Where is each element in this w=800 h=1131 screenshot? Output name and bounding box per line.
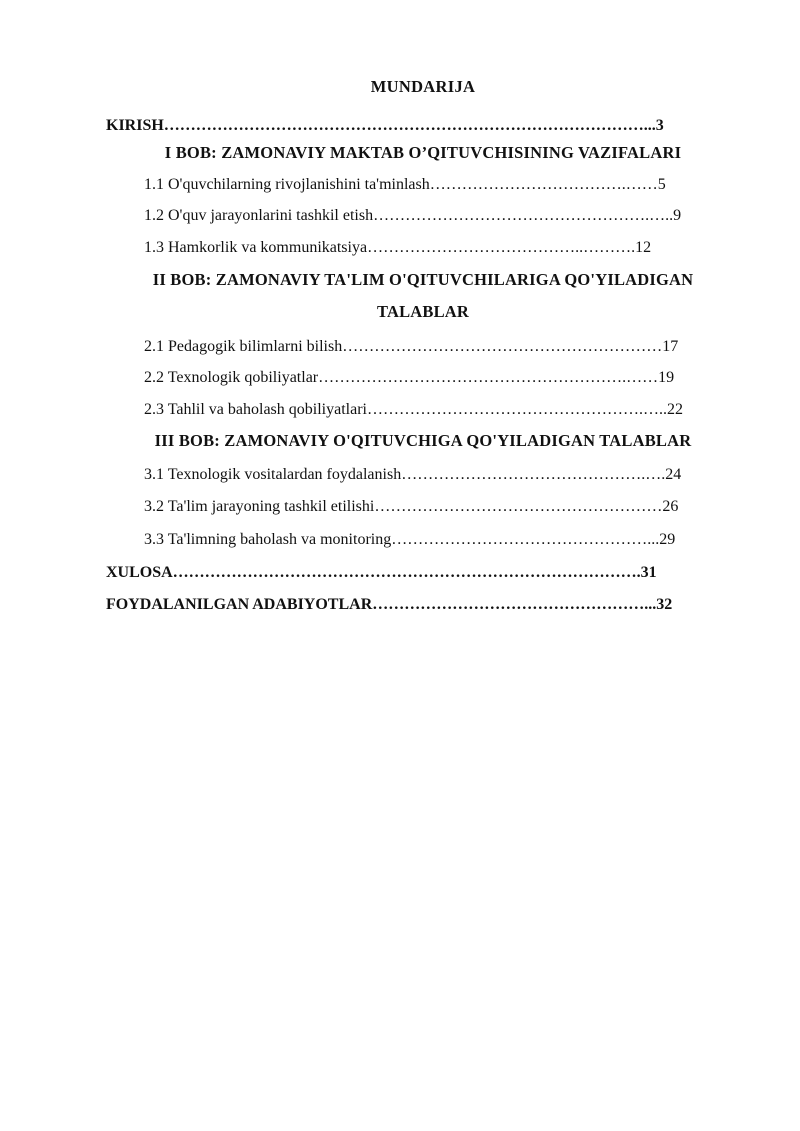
toc-entry-3-2: 3.2 Ta'lim jarayoning tashkil etilishi………………………………………………26 <box>144 498 679 515</box>
toc-entry-3-1: 3.1 Texnologik vositalardan foydalanish……………………………………….….24 <box>144 466 682 483</box>
toc-chapter-2-heading: II BOB: ZAMONAVIY TA'LIM O'QITUVCHILARIGA QO'YILADIGAN <box>152 270 694 289</box>
toc-entry-2-3: 2.3 Tahlil va baholash qobiliyatlari…………………………………………….…..22 <box>144 401 683 418</box>
toc-entry-xulosa: XULOSA…………………………………………………………………………….31 <box>106 564 657 581</box>
toc-entry-foydalanilgan-adabiyotlar: FOYDALANILGAN ADABIYOTLAR……………………………………………...32 <box>106 596 673 613</box>
toc-chapter-3-heading: III BOB: ZAMONAVIY O'QITUVCHIGA QO'YILADIGAN TALABLAR <box>154 431 692 450</box>
toc-entry-3-3: 3.3 Ta'limning baholash va monitoring…………………………………………...29 <box>144 531 676 548</box>
toc-entry-1-2: 1.2 O'quv jarayonlarini tashkil etish…………………………………………….…..9 <box>144 207 682 224</box>
toc-entry-2-1: 2.1 Pedagogik bilimlarni bilish……………………………………………………17 <box>144 338 679 355</box>
toc-chapter-1-heading: I BOB: ZAMONAVIY MAKTAB O’QITUVCHISINING VAZIFALARI <box>164 143 682 162</box>
toc-entry-kirish: KIRISH………………………………………………………………………………...3 <box>106 117 664 134</box>
document-title: MUNDARIJA <box>370 77 476 96</box>
toc-chapter-2-heading-cont: TALABLAR <box>376 302 470 321</box>
toc-entry-2-2: 2.2 Texnologik qobiliyatlar………………………………………………….……19 <box>144 369 675 386</box>
toc-entry-1-1: 1.1 O'quvchilarning rivojlanishini ta'minlash……………………………….……5 <box>144 176 666 193</box>
toc-entry-1-3: 1.3 Hamkorlik va kommunikatsiya…………………………………..……….12 <box>144 239 652 256</box>
